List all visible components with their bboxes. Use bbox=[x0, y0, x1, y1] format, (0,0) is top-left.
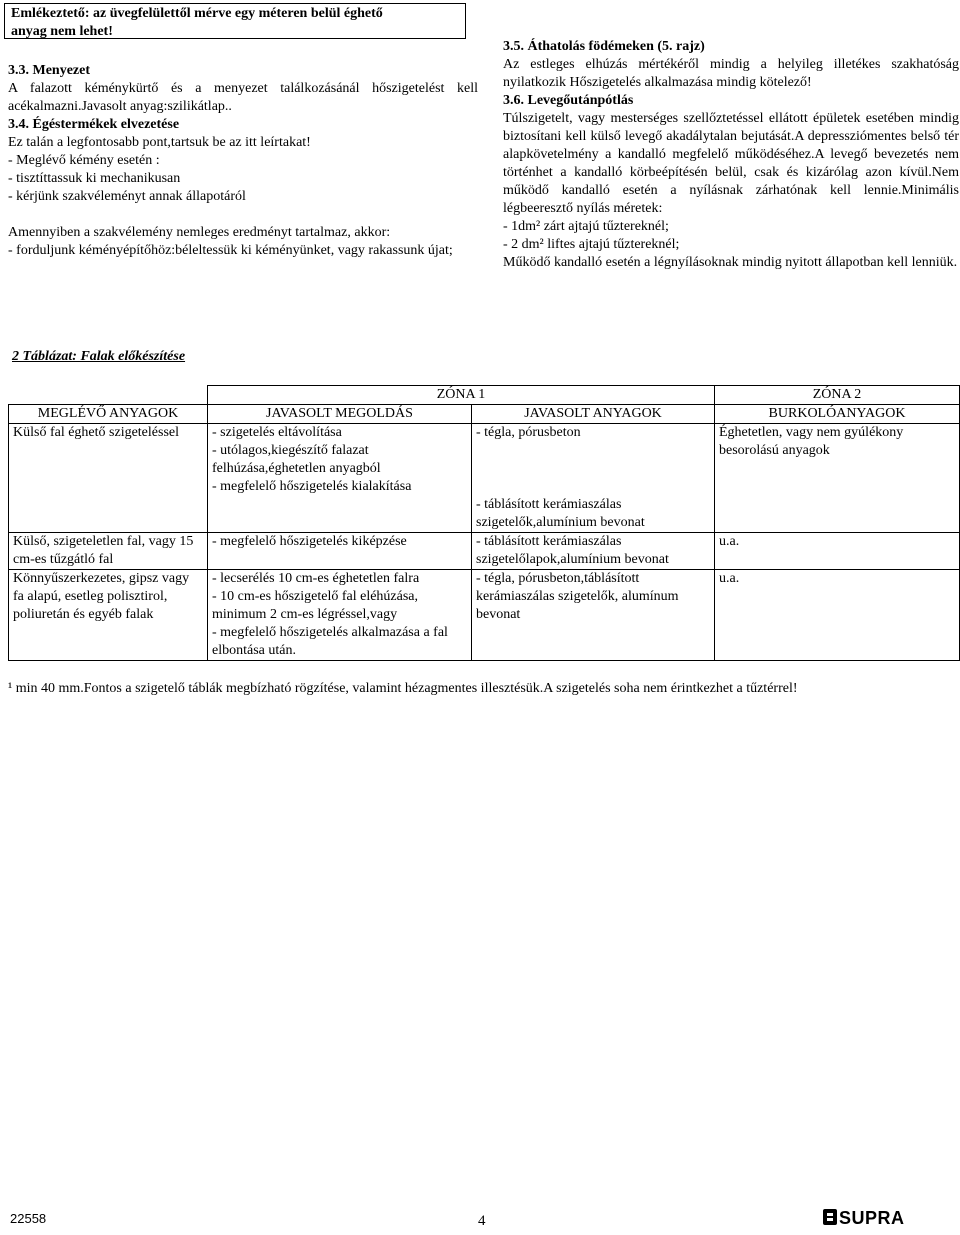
section-3-4-line: - kérjünk szakvéleményt annak állapotáról bbox=[8, 189, 246, 204]
table-zone-row bbox=[9, 386, 960, 405]
left-column bbox=[8, 62, 478, 260]
column-header: JAVASOLT ANYAGOK bbox=[472, 405, 715, 424]
table-cell: Éghetetlen, vagy nem gyúlékony besorolású anyagok bbox=[715, 424, 960, 533]
section-3-6-last: Működő kandalló esetén a légnyílásoknak mindig nyitott állapotban kell lenniük. bbox=[503, 255, 958, 270]
reminder-box bbox=[4, 3, 466, 39]
section-3-4-line: - tisztíttassuk ki mechanikusan bbox=[8, 171, 181, 186]
table-cell: - tégla, pórusbeton,táblásított kerámiaszálas szigetelők, alumínum bevonat bbox=[472, 570, 715, 661]
table-cell: - megfelelő hőszigetelés kiképzése bbox=[208, 533, 472, 570]
table-cell: - lecserélés 10 cm-es éghetetlen falra - 10 cm-es hőszigetelő fal eléhúzása, minimum 2 cm-es légréssel,vagy - megfelelő hőszigetelés alkalmazása a fal elbontása után. bbox=[208, 570, 472, 661]
column-header: BURKOLÓANYAGOK bbox=[715, 405, 960, 424]
table-header-row bbox=[9, 405, 960, 424]
table-cell: u.a. bbox=[715, 570, 960, 661]
reminder-line-1: Emlékeztető: az üvegfelülettől mérve egy méteren belül éghető bbox=[11, 6, 383, 21]
right-column bbox=[503, 38, 959, 272]
walls-preparation-table bbox=[8, 385, 960, 661]
document-number: 22558 bbox=[10, 1211, 47, 1226]
chimney-paragraph-1: Amennyiben a szakvélemény nemleges eredményt tartalmaz, akkor: bbox=[8, 225, 391, 240]
section-3-5-heading: 3.5. Áthatolás födémeken (5. rajz) bbox=[503, 39, 705, 54]
table-row bbox=[9, 570, 960, 661]
table-cell: Könnyűszerkezetes, gipsz vagy fa alapú, esetleg polisztirol, poliuretán és egyéb falak bbox=[9, 570, 208, 661]
table-cell: - tégla, pórusbeton - táblásított kerámiaszálas szigetelők,alumínium bevonat bbox=[472, 424, 715, 533]
footnote: ¹ min 40 mm.Fontos a szigetelő táblák megbízható rögzítése, valamint hézagmentes illesztésük.A szigetelés soha nem érintkezhet a tűztérrel! bbox=[8, 681, 798, 696]
page-number: 4 bbox=[478, 1213, 486, 1229]
column-header: JAVASOLT MEGOLDÁS bbox=[208, 405, 472, 424]
table-cell: u.a. bbox=[715, 533, 960, 570]
table-row bbox=[9, 533, 960, 570]
section-3-6-heading: 3.6. Levegőutánpótlás bbox=[503, 93, 634, 108]
supra-logo bbox=[822, 1205, 914, 1229]
table-cell: - szigetelés eltávolítása - utólagos,kiegészítő falazat felhúzása,éghetetlen anyagból - megfelelő hőszigetelés kialakítása bbox=[208, 424, 472, 533]
table-row bbox=[9, 424, 960, 533]
chimney-paragraph-2: - forduljunk kéményépítőhöz:béleltessük ki kéményünket, vagy rakassunk újat; bbox=[8, 243, 453, 258]
table-caption: 2 Táblázat: Falak előkészítése bbox=[12, 349, 186, 364]
section-3-6-list-item: - 1dm² zárt ajtajú tűztereknél; bbox=[503, 219, 669, 234]
zone-2-header: ZÓNA 2 bbox=[715, 386, 960, 405]
section-3-4-heading: 3.4. Égéstermékek elvezetése bbox=[8, 117, 180, 132]
logo-text: SUPRA bbox=[839, 1208, 905, 1228]
section-3-5-body: Az estleges elhúzás mértékéről mindig a helyileg illetékes szakhatóság nyilatkozik Hőszigetelés alkalmazása mindig kötelező! bbox=[503, 57, 959, 90]
zone-1-header: ZÓNA 1 bbox=[208, 386, 715, 405]
table-cell: Külső fal éghető szigeteléssel bbox=[9, 424, 208, 533]
section-3-3-body: A falazott kéménykürtő és a menyezet találkozásánál hőszigetelést kell acékalmazni.Javasolt anyag:szilikátlap.. bbox=[8, 81, 478, 114]
section-3-6-list-item: - 2 dm² liftes ajtajú tűztereknél; bbox=[503, 237, 680, 252]
section-3-6-body: Túlszigetelt, vagy mesterséges szellőztetéssel ellátott épületek esetében mindig biztosítani kell külső levegő akadálytalan bejutását.A depressziómentes belső tér alapkövetelmény a kandalló megfelelő működéséhez.A levegő bevezetés nem történhet a kandalló körbeépítésén belül, csak és kizárólag azon kívül.Nem működő kandalló esetén a nyílásnak zárhatónak kell lennie.Minimális légbeeresztő nyílás méretek: bbox=[503, 111, 959, 216]
section-3-4-line: - Meglévő kémény esetén : bbox=[8, 153, 160, 168]
section-3-3-heading: 3.3. Menyezet bbox=[8, 63, 91, 78]
table-cell: Külső, szigeteletlen fal, vagy 15 cm-es tűzgátló fal bbox=[9, 533, 208, 570]
column-header: MEGLÉVŐ ANYAGOK bbox=[9, 405, 208, 424]
table-cell: - táblásított kerámiaszálas szigetelőlapok,alumínium bevonat bbox=[472, 533, 715, 570]
section-3-4-line: Ez talán a legfontosabb pont,tartsuk be az itt leírtakat! bbox=[8, 135, 311, 150]
supra-logo-icon bbox=[822, 1205, 914, 1229]
reminder-line-2: anyag nem lehet! bbox=[11, 24, 113, 39]
